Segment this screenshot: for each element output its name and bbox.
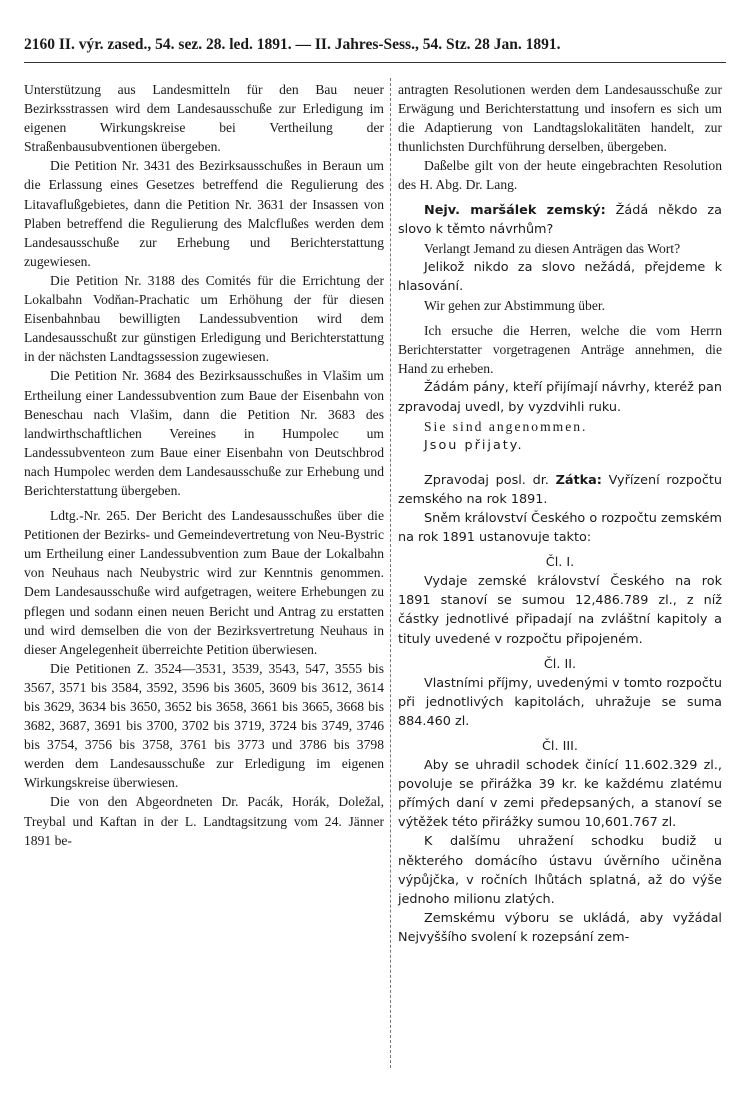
article-2-heading: Čl. II. [543,656,577,672]
result-de: Sie sind angenommen. [424,418,588,434]
article-1-text: Vydaje zemské království Českého na rok 1891 stanoví se sumou 12,486.789 zl., z níž částky jednotlivé připadají na zvláštní kapitoly a tituly uvedené v rozpočtu připojeném. [398,574,722,647]
reporter-paragraph [398,471,722,509]
reporter-text: Vyřízení rozpočtu zemského na rok 1891. [398,472,722,507]
right-paragraph-1: antragten Resolutionen werden dem Landesausschuße zur Erwägung und Berichterstattung und insofern es sich um die Adaptierung von Landtagslokalitäten handelt, zur thunlichsten Durchführung derselben, übergeben. [398,82,722,155]
speaker-vote-de: Wir gehen zur Abstimmung über. [424,298,606,314]
budget-intro: Sněm království Českého o rozpočtu zemském na rok 1891 ustanovuje takto: [398,510,722,546]
right-paragraph-2: Daßelbe gilt von der heute eingebrachten Resolution des H. Abg. Dr. Lang. [398,158,722,193]
article-3-heading: Čl. III. [541,739,579,754]
speaker-request-de: Ich ersuche die Herren, welche die vom Herrn Berichterstatter vorgetragenen Anträge annehmen, die Hand zu erheben. [398,323,722,377]
article-3-text-2: K dalšímu uhražení schodku budiž u některého domácího ústavu úvěrního učiněna výpůjčka, v ročních lhůtách splatná, až do výše jednoho milionu zlatých. [398,834,722,907]
left-paragraph-3: Die Petition Nr. 3188 des Comités für die Errichtung der Lokalbahn Vodňan-Prachatic um Erhöhung der für diesen Eisenbahnbau bewilligten Landessubvention wird dem Landesausschußt zur günstigen Erledigung und Berichterstattung in der nächsten Landtagssession zugewiesen. [24,272,384,365]
article-3-text-3: Zemskému výboru se ukládá, aby vyžádal Nejvyššího svolení k rozepsání zem- [398,910,722,945]
right-column [398,80,722,947]
speaker-request-cz: Žádám pány, kteří přijímají návrhy, kteréž pan zpravodaj uvedl, by vyzdvihli ruku. [398,380,723,415]
speaker-vote-cz: Jelikož nikdo za slovo nežádá, přejdeme k hlasování. [398,259,722,294]
reporter-prefix: Zpravodaj posl. dr. [424,472,549,488]
left-paragraph-6: Die Petitionen Z. 3524—3531, 3539, 3543, 547, 3555 bis 3567, 3571 bis 3584, 3592, 3596 bis 3605, 3609 bis 3612, 3614 bis 3629, 3634 bis 3650, 3652 bis 3658, 3661 bis 3665, 3668 bis 3682, 3687, 3691 bis 3700, 3702 bis 3719, 3724 bis 3749, 3746 bis 3754, 3756 bis 3758, 3761 bis 3773 und 3786 bis 3798 werden dem Landesausschuße zur Erledigung im eigenen Wirkungskreise überwiesen. [24,660,384,791]
result-cz: Jsou přijaty. [424,437,524,453]
speaker-paragraph [398,201,722,239]
left-paragraph-5: Ldtg.-Nr. 265. Der Bericht des Landesausschußes über die Petitionen der Bezirks- und Gemeindevertretung von Neu-Bystric um Ertheilung einer Landessubvention zum Baue der Lokalbahn von Neuhaus nach Neubystric wird zur Kenntnis genommen. Dem Landesausschuße wird aufgetragen, weitere Erhebungen zu pflegen und sodann einen neuen Bericht und Antrag zu erstatten und wird demselben die von der Bezirksvertretung Neuhaus in dieser Angelegenheit überreichte Petition überwiesen. [24,508,384,657]
speaker-question-de: Verlangt Jemand zu diesen Anträgen das Wort? [424,240,681,256]
reporter-name: Zátka: [555,472,602,488]
left-paragraph-1: Unterstützung aus Landesmitteln für den Bau neuer Bezirksstrassen wird dem Landesausschuße zur Erledigung im eigenen Wirkungskreise bei Vertheilung der Straßenbausubventionen übergeben. [24,82,384,155]
left-column [24,80,384,850]
column-divider [390,78,391,1068]
left-paragraph-7: Die von den Abgeordneten Dr. Pacák, Horák, Doležal, Treybal und Kaftan in der L. Landtagsitzung vom 24. Jänner 1891 be- [24,794,384,848]
page-header [24,36,726,63]
left-paragraph-4: Die Petition Nr. 3684 des Bezirksausschußes in Vlašim um Ertheilung einer Landessubvention zum Baue der Eisenbahn von Beneschau nach Vlašim, dann die Petition Nr. 3683 des landwirthschaftlichen Vereines in Humpolec um Landessubventeon zum Baue einer Eisenbahn von Deutschbrod nach Humpolec werden dem Landesausschuße zur Erhebung und Berichterstattung übergeben. [24,368,384,498]
speaker-name: Nejv. maršálek zemský: [424,202,606,218]
article-2-text: Vlastními příjmy, uvedenými v tomto rozpočtu při jednotlivých kapitolách, uhražuje se suma 884.460 zl. [398,675,722,729]
article-1-heading: Čl. I. [545,555,575,571]
left-paragraph-2: Die Petition Nr. 3431 des Bezirksausschußes in Beraun um die Erlassung eines Gesetzes betreffend die Regulierung des Litavaflußgebietes, dann die Petition Nr. 3631 der Insassen von Plaben betreffend die Regulierung des Malcflußes werden dem Landesausschuße zur Erhebung und Berichterstattung zugewiesen. [24,158,384,269]
header-text: 2160 II. výr. zased., 54. sez. 28. led. 1891. — II. Jahres-Sess., 54. Stz. 28 Jan. 1891. [24,36,561,53]
article-3-text-1: Aby se uhradil schodek činící 11.602.329 zl., povoluje se přirážka 39 kr. ke každému zlatému přímých daní v zemi předepsaných, a stanoví se výtěžek této přirážky sumou 10,601.767 zl. [398,758,722,831]
speaker-question-cz: Žádá někdo za slovo k těmto návrhům? [398,202,722,237]
